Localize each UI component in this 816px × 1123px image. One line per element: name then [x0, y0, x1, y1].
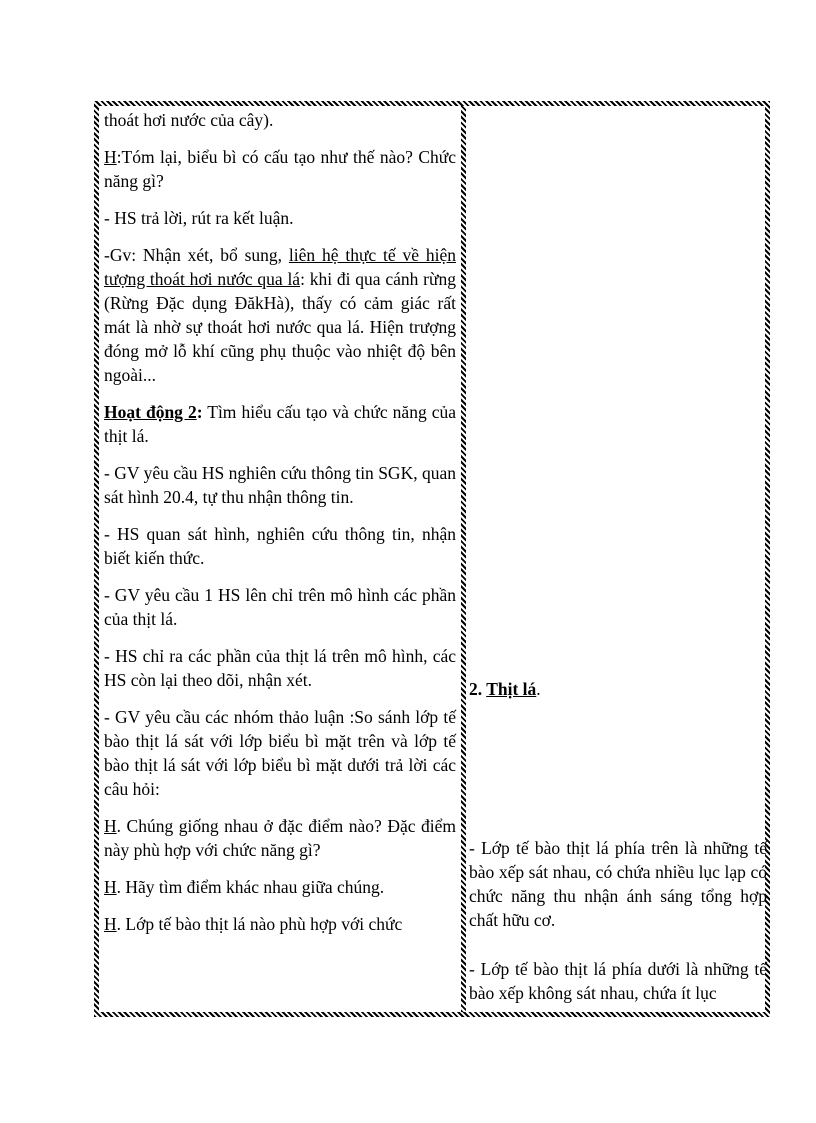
- student-answer-paragraph: - HS trả lời, rút ra kết luận.: [104, 208, 294, 228]
- question-paragraph: H. Chúng giống nhau ở đặc điểm nào? Đặc điểm này phù hợp với chức năng gì?: [104, 816, 456, 860]
- student-activity-paragraph: - HS chỉ ra các phần của thịt lá trên mô hình, các HS còn lại theo dõi, nhận xét.: [104, 646, 456, 690]
- activity-heading-paragraph: Hoạt động 2: Tìm hiểu cấu tạo và chức năng của thịt lá.: [104, 402, 457, 446]
- group-discussion-paragraph: - GV yêu cầu các nhóm thảo luận :So sánh lớp tế bào thịt lá sát với lớp biểu bì mặt trên và lớp tế bào thịt lá sát với lớp biểu bì mặt dưới trả lời các câu hỏi:: [104, 707, 456, 799]
- question-label: H: [104, 147, 117, 167]
- column-divider: [461, 106, 466, 1012]
- question-paragraph: H. Hãy tìm điểm khác nhau giữa chúng.: [104, 877, 385, 897]
- question-label: H: [104, 877, 117, 897]
- question-label: H: [104, 816, 117, 836]
- question-paragraph: H:Tóm lại, biểu bì có cấu tạo như thế nào? Chức năng gì?: [104, 147, 456, 191]
- lesson-table: [94, 101, 770, 1017]
- teacher-comment-paragraph: -Gv: Nhận xét, bổ sung, liên hệ thực tế về hiện tượng thoát hơi nước qua lá: khi đi qua cánh rừng (Rừng Đặc dụng ĐăkHà), thấy có cảm giác rất mát là nhờ sự thoát hơi nước qua lá. Hiện trượng đóng mở lỗ khí cũng phụ thuộc vào nhiệt độ bên ngoài...: [104, 245, 456, 385]
- instruction-paragraph: - GV yêu cầu HS nghiên cứu thông tin SGK, quan sát hình 20.4, tự thu nhận thông tin.: [104, 463, 456, 507]
- underlined-phrase: liên hệ thực tế về hiện tượng thoát hơi nước qua lá: [104, 245, 456, 289]
- instruction-paragraph: - GV yêu cầu 1 HS lên chỉ trên mô hình các phần của thịt lá.: [104, 585, 456, 629]
- activity-heading: Hoạt động 2: [104, 402, 197, 422]
- question-paragraph: H. Lớp tế bào thịt lá nào phù hợp với chức: [104, 914, 403, 934]
- section-title: Thịt lá: [486, 679, 537, 699]
- teacher-student-activities-column: [104, 108, 456, 936]
- student-activity-paragraph: - HS quan sát hình, nghiên cứu thông tin, nhận biết kiến thức.: [104, 524, 456, 568]
- question-label: H: [104, 914, 117, 934]
- paragraph-continuation: thoát hơi nước của cây).: [104, 110, 274, 130]
- section-heading: 2. Thịt lá.: [469, 679, 541, 699]
- upper-mesophyll-paragraph: - Lớp tế bào thịt lá phía trên là những tế bào xếp sát nhau, có chứa nhiều lục lạp có chức năng thu nhận ánh sáng tổng hợp chất hữu cơ.: [469, 838, 767, 930]
- lower-mesophyll-paragraph: - Lớp tế bào thịt lá phía dưới là những tế bào xếp không sát nhau, chứa ít lục: [469, 959, 767, 1003]
